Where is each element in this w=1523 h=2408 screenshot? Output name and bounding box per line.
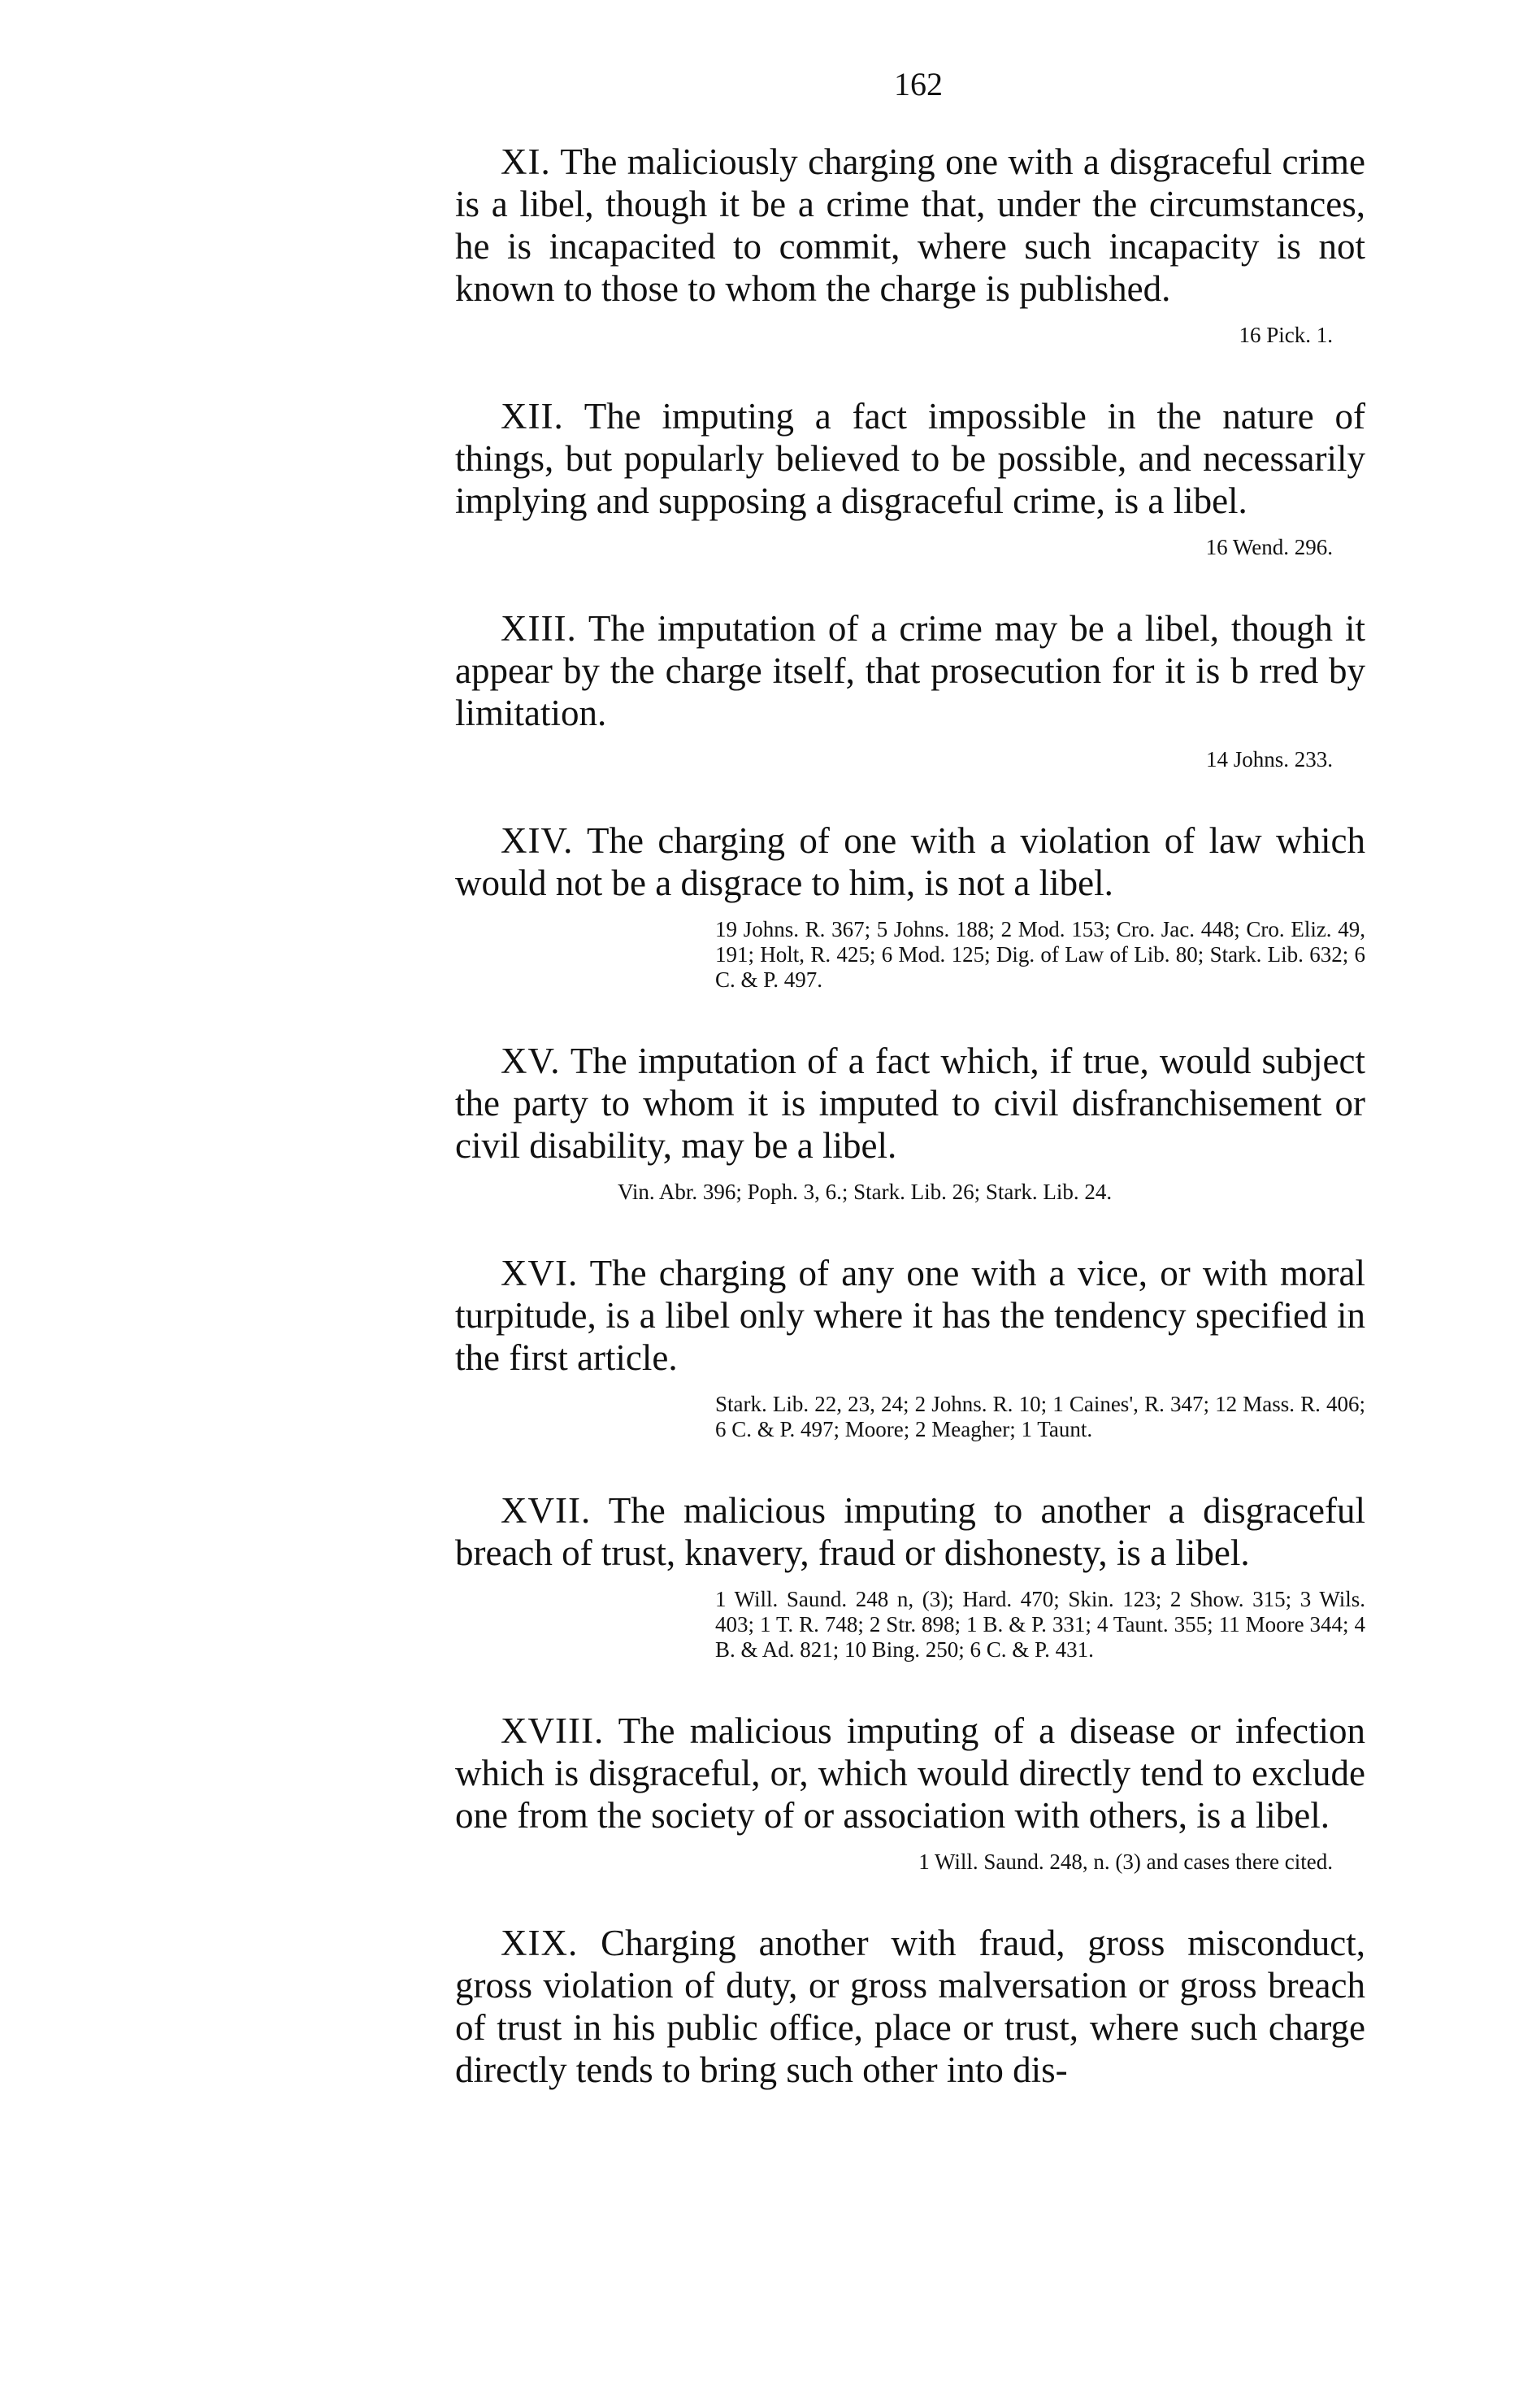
article-body: Charging another with fraud, gross misconduct, gross violation of duty, or gross malversation or gross breach of trust in his public office, place or trust, where such charge directly tends to bring such other into dis-	[455, 1923, 1365, 2090]
article-14	[455, 819, 1365, 993]
article-text	[455, 1710, 1365, 1836]
article-text	[455, 1922, 1365, 2091]
page-number: 162	[894, 66, 943, 102]
article-text	[455, 1040, 1365, 1167]
article-body: The imputing a fact impossible in the nature of things, but popularly believed to be possible, and necessarily implying and supposing a disgraceful crime, is a libel.	[455, 396, 1365, 521]
citation: 19 Johns. R. 367; 5 Johns. 188; 2 Mod. 153; Cro. Jac. 448; Cro. Eliz. 49, 191; Holt, R. 425; 6 Mod. 125; Dig. of Law of Lib. 80; Stark. Lib. 632; 6 C. & P. 497.	[715, 917, 1365, 992]
article-17	[455, 1489, 1365, 1663]
article-body: The imputation of a crime may be a libel, though it appear by the charge itself, that prosecution for it is b rred by limitation.	[455, 608, 1365, 733]
article-numeral: XIII.	[501, 608, 577, 649]
article-numeral: XVI.	[501, 1253, 579, 1293]
citation: 1 Will. Saund. 248 n, (3); Hard. 470; Skin. 123; 2 Show. 315; 3 Wils. 403; 1 T. R. 748; 2 Str. 898; 1 B. & P. 331; 4 Taunt. 355; 11 Moore 344; 4 B. & Ad. 821; 10 Bing. 250; 6 C. & P. 431.	[715, 1587, 1365, 1662]
article-body: The imputation of a fact which, if true, would subject the party to whom it is imputed to civil disfranchisement or civil disability, may be a libel.	[455, 1041, 1365, 1166]
article-numeral: XV.	[501, 1041, 561, 1081]
article-11	[455, 141, 1365, 348]
article-numeral: XII.	[501, 396, 564, 437]
article-numeral: XVIII.	[501, 1710, 605, 1751]
article-16	[455, 1252, 1365, 1442]
article-body: The charging of one with a violation of law which would not be a disgrace to him, is not a libel.	[455, 820, 1366, 903]
article-text	[455, 1489, 1365, 1574]
article-body: The maliciously charging one with a disgraceful crime is a libel, though it be a crime that, under the circumstances, he is incapacited to commit, where such incapacity is not known to those to whom the charge is published.	[455, 141, 1365, 309]
citation: 16 Wend. 296.	[1205, 535, 1333, 559]
article-text	[455, 819, 1365, 904]
article-13	[455, 607, 1365, 772]
article-12	[455, 395, 1365, 560]
article-19	[455, 1922, 1365, 2091]
document-page	[455, 65, 1365, 2138]
citation: Vin. Abr. 396; Poph. 3, 6.; Stark. Lib. 26; Stark. Lib. 24.	[618, 1180, 1113, 1204]
article-numeral: XIX.	[501, 1923, 579, 1963]
article-18	[455, 1710, 1365, 1875]
article-15	[455, 1040, 1365, 1205]
article-text	[455, 1252, 1365, 1379]
article-numeral: XVII.	[501, 1490, 592, 1531]
citation: Stark. Lib. 22, 23, 24; 2 Johns. R. 10; 1 Caines', R. 347; 12 Mass. R. 406; 6 C. & P. 497; Moore; 2 Meagher; 1 Taunt.	[715, 1392, 1365, 1441]
article-text	[455, 141, 1365, 310]
article-text	[455, 607, 1365, 734]
article-numeral: XIV.	[501, 820, 574, 861]
article-body: The charging of any one with a vice, or with moral turpitude, is a libel only where it has the tendency specified in the first article.	[455, 1253, 1366, 1378]
article-body: The malicious imputing to another a disgraceful breach of trust, knavery, fraud or dishonesty, is a libel.	[455, 1490, 1366, 1573]
citation: 1 Will. Saund. 248, n. (3) and cases there cited.	[918, 1849, 1333, 1874]
article-text	[455, 395, 1365, 522]
citation: 16 Pick. 1.	[1239, 323, 1333, 347]
article-numeral: XI.	[501, 141, 551, 182]
citation: 14 Johns. 233.	[1205, 747, 1333, 772]
article-body: The malicious imputing of a disease or infection which is disgraceful, or, which would directly tend to exclude one from the society of or association with others, is a libel.	[455, 1710, 1365, 1836]
